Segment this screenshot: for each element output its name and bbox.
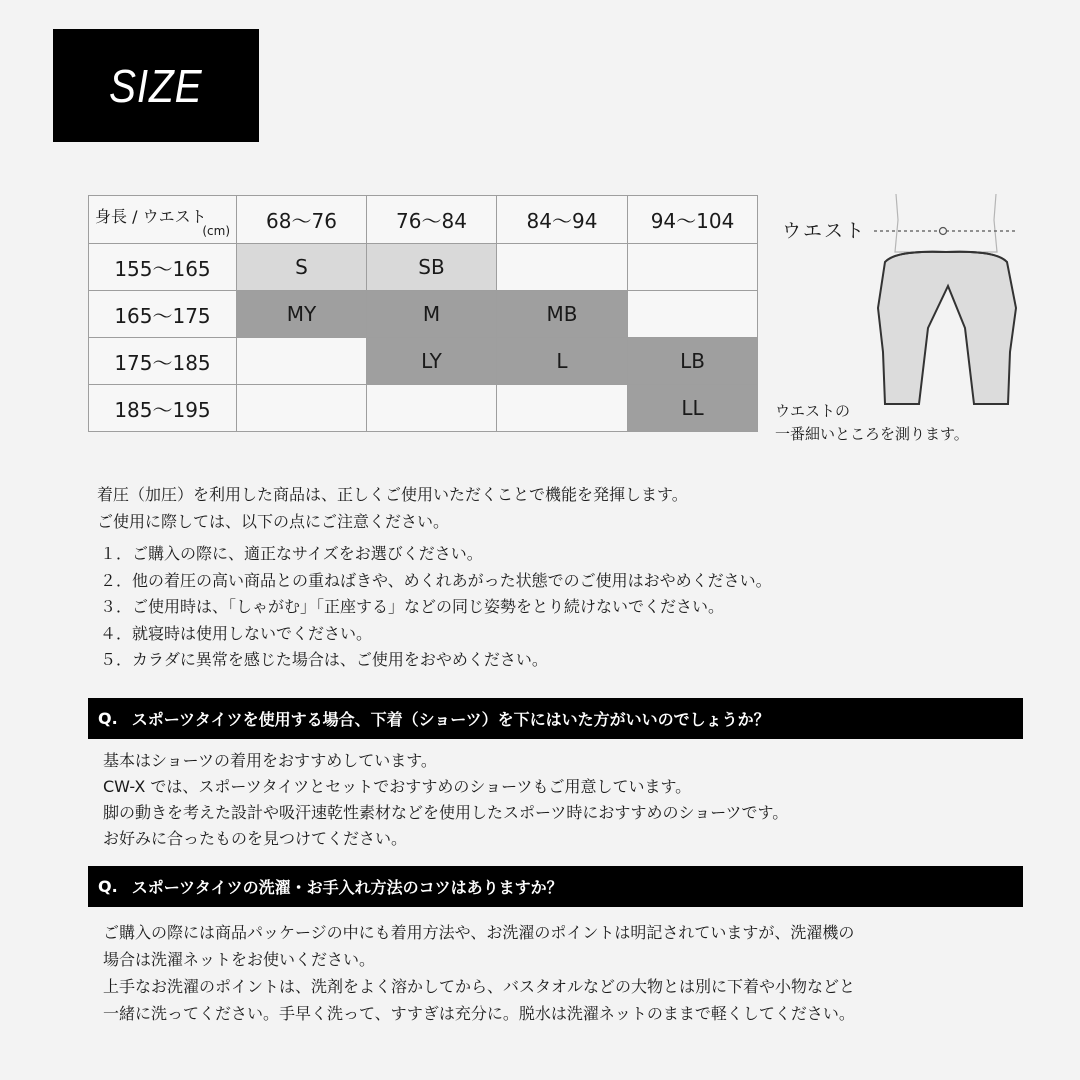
column-header: 68〜76 [237, 196, 367, 244]
intro-line: 着圧（加圧）を利用した商品は、正しくご使用いただくことで機能を発揮します。 [97, 485, 688, 504]
list-item: ３．ご使用時は、「しゃがむ」「正座する」などの同じ姿勢をとり続けないでください。 [100, 597, 725, 616]
corner-unit: (cm) [202, 224, 230, 238]
size-cell [497, 244, 628, 291]
size-cell [497, 385, 628, 432]
table-header-row [89, 196, 758, 244]
size-cell: MY [237, 291, 367, 338]
size-cell: LB [628, 338, 758, 385]
row-header: 175〜185 [89, 338, 237, 385]
size-chart-table [88, 195, 758, 432]
intro-line: ご使用に際しては、以下の点にご注意ください。 [97, 512, 450, 531]
list-item: ５．カラダに異常を感じた場合は、ご使用をおやめください。 [100, 650, 548, 669]
question-prefix: Q. [98, 709, 118, 728]
question-text: スポーツタイツの洗濯・お手入れ方法のコツはありますか？ [131, 878, 563, 897]
size-cell [367, 385, 497, 432]
waist-note-line: 一番細いところを測ります。 [775, 425, 969, 443]
size-cell: LL [628, 385, 758, 432]
list-item: ４．就寝時は使用しないでください。 [100, 623, 373, 643]
size-cell: S [237, 244, 367, 291]
answer-line: ご購入の際には商品パッケージの中にも着用方法や、お洗濯のポイントは明記されていますが、洗濯機の [103, 923, 855, 942]
waist-note-line: ウエストの [775, 402, 851, 420]
column-header: 94〜104 [628, 196, 758, 244]
waist-measurement-figure [770, 190, 1070, 450]
size-title: SIZE [109, 59, 203, 112]
size-cell: SB [367, 244, 497, 291]
answer-line: 上手なお洗濯のポイントは、洗剤をよく溶かしてから、バスタオルなどの大物とは別に下着や小物などと [103, 977, 856, 996]
table-row [89, 338, 758, 385]
answer-line: 脚の動きを考えた設計や吸汗速乾性素材などを使用したスポーツ時におすすめのショーツです。 [103, 803, 789, 822]
size-cell [628, 291, 758, 338]
answer-line: 一緒に洗ってください。手早く洗って、すすぎは充分に。脱水は洗濯ネットのままで軽くしてください。 [103, 1004, 855, 1023]
faq-answer [103, 748, 788, 852]
table-corner-cell [89, 196, 237, 244]
caution-list [100, 541, 772, 674]
question-prefix: Q. [98, 877, 118, 896]
column-header: 76〜84 [367, 196, 497, 244]
table-row [89, 291, 758, 338]
size-cell: L [497, 338, 628, 385]
intro-text [97, 481, 688, 535]
question-text: スポーツタイツを使用する場合、下着（ショーツ）を下にはいた方がいいのでしょうか？ [131, 710, 770, 729]
answer-line: 基本はショーツの着用をおすすめしています。 [103, 751, 437, 770]
answer-line: CW-X では、スポーツタイツとセットでおすすめのショーツもご用意しています。 [103, 777, 692, 796]
row-header: 155〜165 [89, 244, 237, 291]
answer-line: 場合は洗濯ネットをお使いください。 [103, 950, 376, 969]
answer-line: お好みに合ったものを見つけてください。 [103, 829, 408, 848]
size-banner [53, 29, 259, 142]
faq-question-bar [88, 866, 1023, 907]
waist-note [775, 400, 969, 446]
size-cell: LY [367, 338, 497, 385]
size-cell: M [367, 291, 497, 338]
table-row [89, 385, 758, 432]
faq-answer [103, 919, 855, 1027]
table-row [89, 244, 758, 291]
corner-label: 身長 / ウエスト [95, 207, 207, 226]
size-cell [628, 244, 758, 291]
size-cell: MB [497, 291, 628, 338]
column-header: 84〜94 [497, 196, 628, 244]
list-item: ２．他の着圧の高い商品との重ねばきや、めくれあがった状態でのご使用はおやめください。 [100, 570, 772, 590]
row-header: 185〜195 [89, 385, 237, 432]
size-cell [237, 338, 367, 385]
size-cell [237, 385, 367, 432]
list-item: １．ご購入の際に、適正なサイズをお選びください。 [100, 544, 483, 563]
waist-label: ウエスト [782, 220, 867, 242]
row-header: 165〜175 [89, 291, 237, 338]
faq-question-bar [88, 698, 1023, 739]
